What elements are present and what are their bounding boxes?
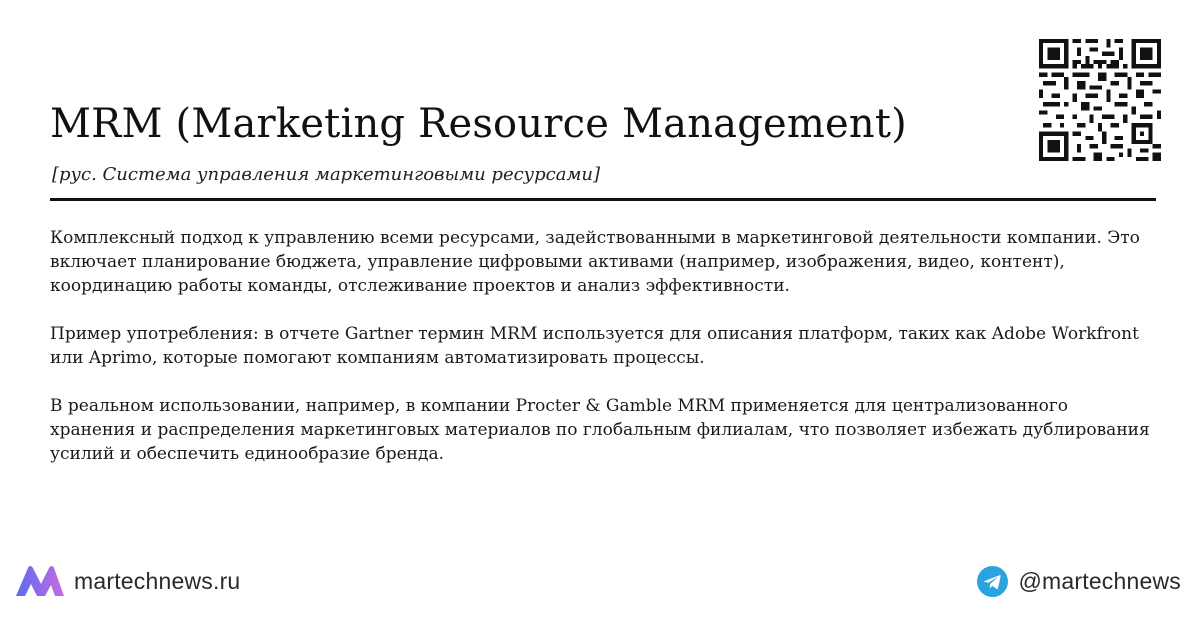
real-world-paragraph: В реальном использовании, например, в компании Procter & Gamble MRM применяется для централизованного хранения и распределения маркетинговых материалов по глобальным филиалам, что позволяет избежать дублирования усилий и обеспечить единообразие бренда. <box>50 396 1150 464</box>
site-link[interactable] <box>14 564 240 598</box>
definition-body <box>50 226 1155 490</box>
translation-subtitle: [рус. Система управления маркетинговыми ресурсами] <box>52 164 600 185</box>
telegram-link[interactable] <box>977 566 1181 597</box>
telegram-icon <box>977 566 1008 597</box>
qr-code-icon[interactable] <box>1039 39 1161 161</box>
definition-paragraph: Комплексный подход к управлению всеми ресурсами, задействованными в маркетинговой деятельности компании. Это включает планирование бюджета, управление цифровыми активами (например, изображения, видео, контент), координацию работы команды, отслеживание проектов и анализ эффективности. <box>50 228 1140 296</box>
title-divider <box>50 198 1156 201</box>
martechnews-logo-icon <box>14 564 65 598</box>
usage-example-paragraph: Пример употребления: в отчете Gartner термин MRM используется для описания платформ, таких как Adobe Workfront или Aprimo, которые помогают компаниям автоматизировать процессы. <box>50 324 1139 368</box>
page-title: MRM (Marketing Resource Management) <box>50 101 907 147</box>
telegram-handle[interactable]: @martechnews <box>1018 568 1181 594</box>
site-url[interactable]: martechnews.ru <box>74 567 241 594</box>
